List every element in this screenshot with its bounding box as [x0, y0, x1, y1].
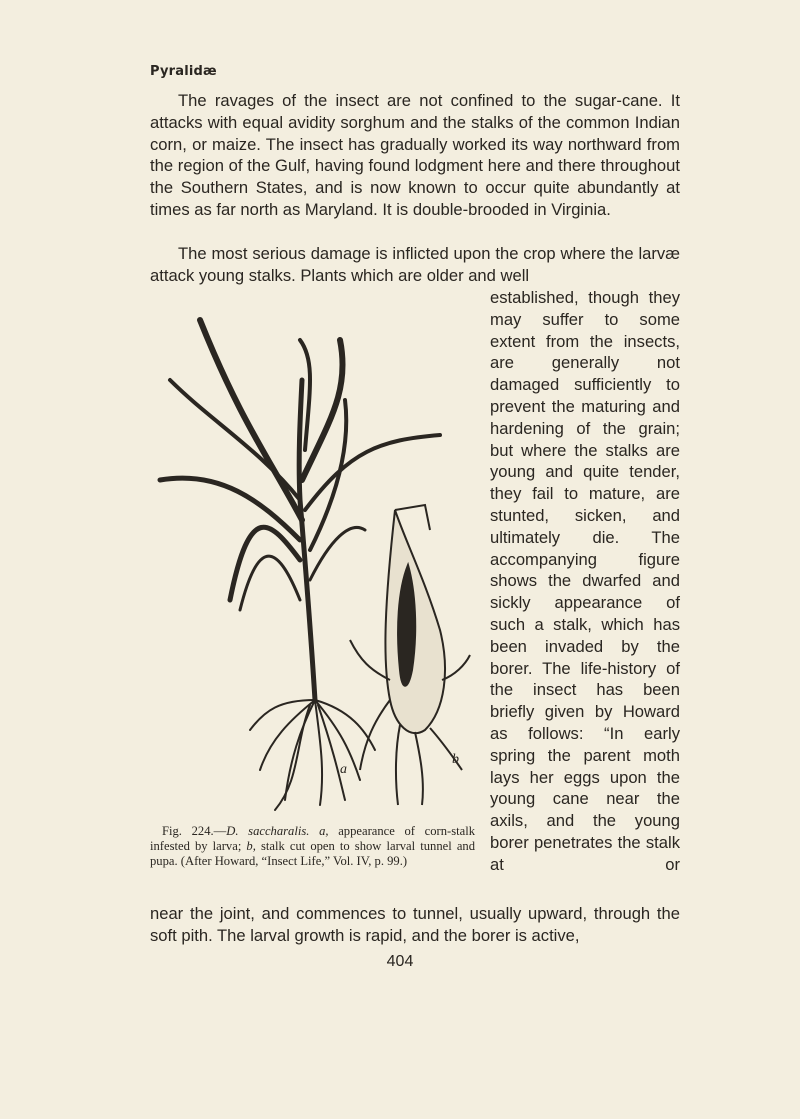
figure-label-a: a — [340, 762, 347, 777]
caption-species: D. saccharalis. — [226, 824, 310, 838]
figure-caption — [150, 824, 475, 869]
paragraph-1: The ravages of the insect are not confined to the sugar-cane. It attacks with equal avidity sorghum and the stalks of the common Indian corn, or maize. The insect has gradually worked its way northward from the region of the Gulf, having found lodgment here and there throughout the Southern States, and is now known to occur quite abundantly at times as far north as Maryland. It is double-brooded in Virginia. — [150, 91, 680, 219]
running-header: Pyralidæ — [150, 64, 217, 79]
caption-a-label: a, — [319, 824, 329, 838]
caption-fig-label: Fig. 224.— — [162, 824, 227, 838]
caption-b-label: b, — [246, 839, 256, 853]
corn-stalk-illustration — [150, 300, 480, 820]
paragraph-2-bottom: near the joint, and commences to tunnel, usually upward, through the soft pith. The larval growth is rapid, and the borer is active, — [150, 904, 680, 945]
paragraph-2-wrapped-column: established, though they may suffer to some extent from the insects, are generally not damaged sufficiently to prevent the maturing and hardening of the grain; but where the stalks are young and quite tender, they fail to mature, are stunted, sicken, and ultimately die. The accompanying figure shows the dwarfed and sickly appearance of such a stalk, which has been invaded by the borer. The life-history of the insect has been briefly given by Howard as follows: “In early spring the parent moth lays her eggs upon the young cane near the axils, and the young borer penetrates the stalk at or — [490, 288, 680, 874]
paragraph-2-full-width: The most serious damage is inflicted upon the crop where the larvæ attack young stalks. Plants which are older and well — [150, 244, 680, 285]
figure-label-b: b — [452, 752, 459, 767]
caption-text-a: appearance of corn-stalk infested by larva; — [150, 824, 476, 853]
caption-text-b: stalk cut open to show larval tunnel and pupa. (After Howard, “Insect Life,” Vol. IV, p. 99.) — [150, 839, 475, 868]
page-number: 404 — [386, 953, 414, 970]
